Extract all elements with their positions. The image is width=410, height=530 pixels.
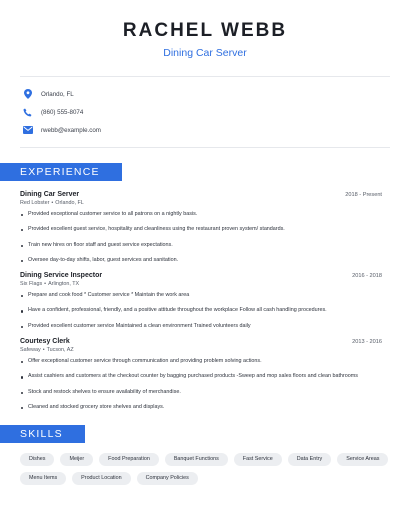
bullet-item: Assist cashiers and customers at the checkout counter by bagging purchased products -Sweep and mop sales floors and clean bathrooms: [20, 373, 382, 381]
contact-phone: [22, 103, 410, 121]
skills-list: [0, 453, 410, 485]
skill-chip: Banquet Functions: [165, 453, 228, 466]
job-location: Tucson, AZ: [46, 347, 74, 354]
bullet-item: Offer exceptional customer service through communication and providing problem solving actions.: [20, 358, 382, 366]
contact-location: [22, 85, 410, 103]
skills-heading: [0, 425, 85, 443]
divider: [20, 147, 390, 148]
bullet-item: Cleaned and stocked grocery store shelves and displays.: [20, 404, 382, 412]
job-company-line: [20, 281, 382, 287]
job-header: [20, 191, 382, 198]
job-dates: 2018 - Present: [345, 192, 382, 198]
skill-chip: Data Entry: [288, 453, 331, 466]
bullet-item: Provided excellent guest service, hospitality and cleanliness using the restaurant proven system/ standards.: [20, 226, 382, 234]
bullet-item: Provided exceptional customer service to all patrons on a nightly basis.: [20, 211, 382, 219]
job-entry: [20, 191, 382, 265]
experience-heading: [0, 163, 122, 181]
bullet-item: Provided excellent customer service Maintained a clean environment Trained volunteers daily: [20, 323, 382, 331]
bullet-item: Train new hires on floor staff and guest service expectations.: [20, 242, 382, 250]
job-company: Six Flags: [20, 281, 43, 288]
contact-email-text: rwebb@example.com: [41, 126, 101, 134]
phone-icon: [22, 107, 33, 118]
job-header: [20, 272, 382, 279]
job-company-line: [20, 200, 382, 206]
skill-chip: Fast Service: [234, 453, 282, 466]
resume-header: [0, 0, 410, 59]
skill-chip: Company Policies: [137, 472, 198, 485]
job-bullets: [20, 211, 382, 265]
job-title: Courtesy Clerk: [20, 338, 70, 346]
job-location: Arlington, TX: [48, 281, 80, 288]
location-pin-icon: [22, 89, 33, 100]
bullet-item: Prepare and cook food * Customer service * Maintain the work area: [20, 292, 382, 300]
job-title-heading: Dining Car Server: [163, 47, 247, 59]
job-entry: [20, 338, 382, 412]
job-location: Orlando, FL: [55, 200, 84, 206]
job-entry: [20, 272, 382, 330]
bullet-item: Have a confident, professional, friendly, and a positive attitude throughout the workplace Follow all cash handling procedures.: [20, 307, 382, 315]
contact-phone-text: (860) 555-8074: [41, 108, 84, 116]
separator-dot: •: [44, 281, 47, 288]
skill-chip: Meijer: [60, 453, 93, 466]
skills-heading-text: SKILLS: [20, 428, 63, 441]
experience-heading-text: EXPERIENCE: [20, 166, 100, 178]
skill-chip: Menu Items: [20, 472, 66, 485]
candidate-name: RACHEL WEBB: [122, 20, 288, 41]
skill-chip: Product Location: [72, 472, 130, 485]
job-dates: 2013 - 2016: [352, 339, 382, 346]
mail-icon: [22, 125, 33, 136]
job-title: Dining Car Server: [20, 191, 80, 198]
contact-section: [0, 77, 410, 147]
skill-chip: Service Areas: [337, 453, 388, 466]
job-company: Safeway: [20, 347, 41, 354]
job-bullets: [20, 292, 382, 330]
contact-email: [22, 121, 410, 139]
skill-chip: Food Preparation: [99, 453, 159, 466]
experience-section: [0, 191, 410, 412]
job-header: [20, 338, 382, 345]
separator-dot: •: [51, 200, 54, 206]
job-bullets: [20, 358, 382, 412]
bullet-item: Oversee day-to-day shifts, labor, guest services and sanitation.: [20, 257, 382, 265]
bullet-item: Stock and restock shelves to ensure availability of merchandise.: [20, 389, 382, 397]
job-title: Dining Service Inspector: [20, 272, 103, 280]
job-dates: 2016 - 2018: [352, 273, 382, 280]
job-company-line: [20, 347, 382, 353]
job-company: Red Lobster: [20, 200, 50, 206]
contact-location-text: Orlando, FL: [41, 90, 74, 98]
separator-dot: •: [42, 347, 45, 354]
skill-chip: Dishes: [20, 453, 54, 466]
